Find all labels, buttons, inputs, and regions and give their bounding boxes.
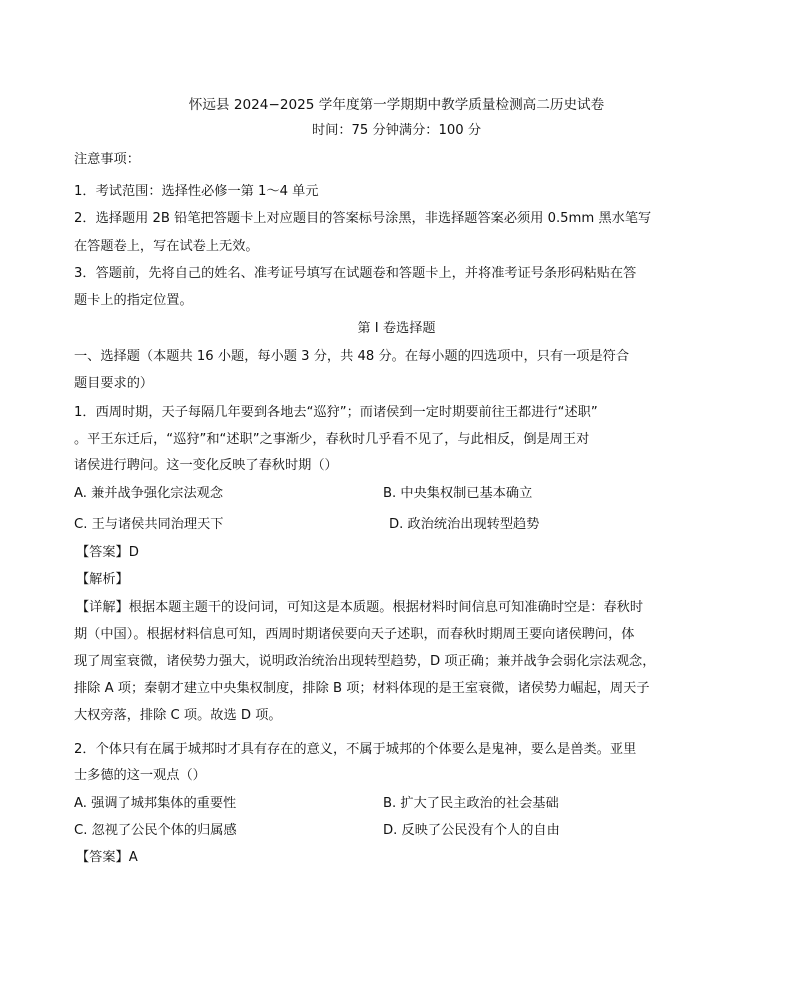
q2-stem-line-2: 士多德的这一观点（） (74, 768, 206, 783)
q1-stem-line-1: 1．西周时期，天子每隔几年要到各地去“巡狩”；而诸侯到一定时期要前往王都进行“述职” (74, 405, 598, 420)
q1-stem-line-2: 。平王东迁后，“巡狩”和“述职”之事渐少，春秋时几乎看不见了，与此相反，倒是周王对 (74, 432, 590, 447)
q1-answer: 【答案】D (76, 545, 139, 560)
q2-stem-line-1: 2．个体只有在属于城邦时才具有存在的意义，不属于城邦的个体要么是鬼神，要么是兽类。亚里 (74, 742, 637, 757)
exam-title: 怀远县 2024−2025 学年度第一学期期中教学质量检测高二历史试卷 (188, 97, 605, 113)
q1-option-d: D. 政治统治出现转型趋势 (389, 517, 540, 532)
q2-option-c: C. 忽视了公民个体的归属感 (74, 823, 237, 838)
q2-option-b: B. 扩大了民主政治的社会基础 (383, 796, 559, 811)
q1-option-b: B. 中央集权制已基本确立 (383, 486, 533, 501)
q1-option-a: A. 兼并战争强化宗法观念 (74, 486, 224, 501)
notes-heading: 注意事项： (74, 152, 140, 167)
q1-detail-line-3: 现了周室衰微，诸侯势力强大，说明政治统治出现转型趋势，D 项正确；兼并战争会弱化宗法观念， (74, 654, 656, 669)
q1-stem-line-3: 诸侯进行聘问。这一变化反映了春秋时期（） (74, 458, 338, 473)
q2-answer: 【答案】A (76, 850, 138, 865)
section-title: 第 I 卷选择题 (357, 321, 436, 336)
notes-item-3-line-2: 题卡上的指定位置。 (74, 293, 193, 308)
q1-detail-line-1: 【详解】根据本题主题干的设问词，可知这是本质题。根据材料时间信息可知准确时空是：春秋时 (76, 600, 644, 615)
q2-option-a: A. 强调了城邦集体的重要性 (74, 796, 237, 811)
notes-item-2-line-1: 2．选择题用 2B 铅笔把答题卡上对应题目的答案标号涂黑，非选择题答案必须用 0.5mm 黑水笔写 (74, 211, 652, 226)
q2-option-d: D. 反映了公民没有个人的自由 (383, 823, 560, 838)
section-instructions-line-2: 题目要求的） (74, 376, 154, 391)
q1-option-c: C. 王与诸侯共同治理天下 (74, 517, 224, 532)
notes-item-2-line-2: 在答题卷上，写在试卷上无效。 (74, 239, 259, 254)
exam-time-score: 时间：75 分钟满分：100 分 (311, 123, 482, 138)
section-instructions-line-1: 一、选择题（本题共 16 小题，每小题 3 分，共 48 分。在每小题的四选项中，只有一项是符合 (74, 349, 630, 364)
notes-item-1: 1．考试范围：选择性必修一第 1～4 单元 (74, 184, 319, 199)
q1-detail-line-4: 排除 A 项；秦朝才建立中央集权制度，排除 B 项；材料体现的是王室衰微，诸侯势力崛起，周天子 (74, 681, 650, 696)
q1-detail-line-2: 期（中国）。根据材料信息可知，西周时期诸侯要向天子述职，而春秋时期周王要向诸侯聘问，体 (74, 627, 635, 642)
q1-detail-line-5: 大权旁落，排除 C 项。故选 D 项。 (74, 708, 282, 723)
notes-item-3-line-1: 3．答题前，先将自己的姓名、准考证号填写在试题卷和答题卡上，并将准考证号条形码粘贴在答 (74, 266, 637, 281)
q1-analysis-label: 【解析】 (76, 572, 129, 587)
